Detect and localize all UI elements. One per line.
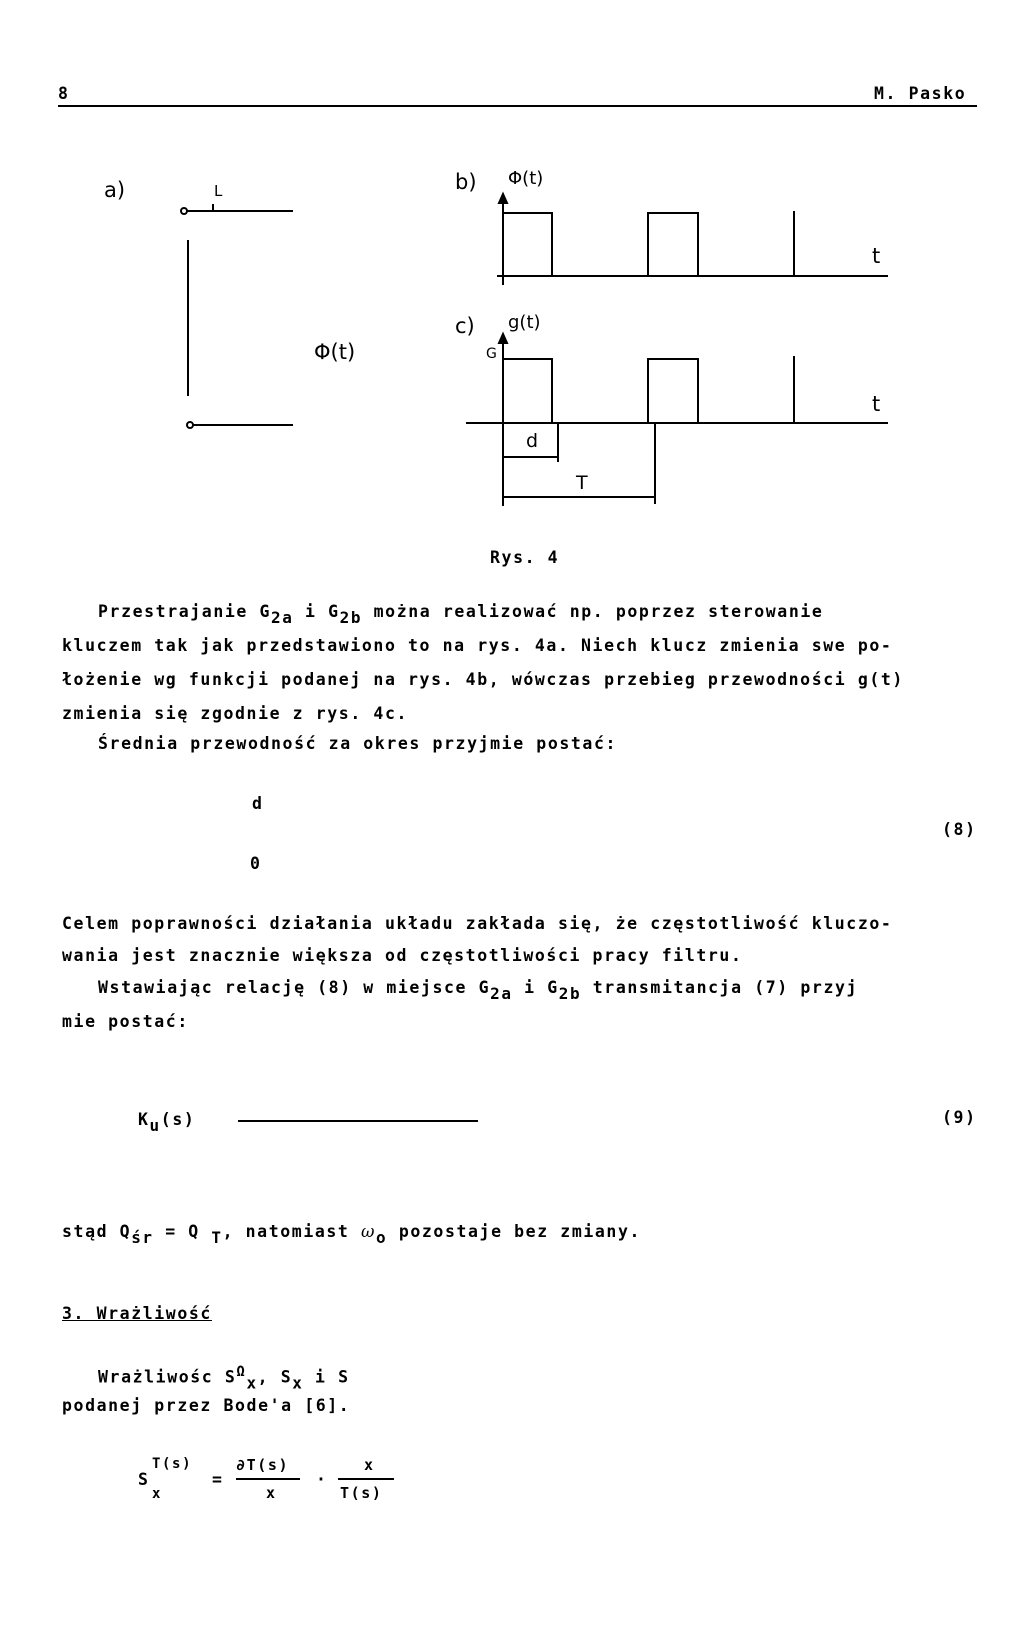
eq9-fraction-bar bbox=[238, 1120, 478, 1122]
g-axis-label: g(t) bbox=[508, 312, 541, 333]
paragraph2-line3: Wstawiając relację (8) w miejsce $G_{2a}$ i $G_{2b}$ transmitancja (7) przyj bbox=[98, 978, 859, 1003]
g-waveform bbox=[503, 356, 794, 423]
figure-caption: Rys. 4 bbox=[490, 548, 560, 567]
terminal-top-circle bbox=[181, 208, 187, 214]
phi-arrow bbox=[499, 194, 507, 203]
paragraph1-line4: zmienia się zgodnie z rys. 4c. bbox=[62, 704, 409, 723]
eq8-lower-limit: 0 bbox=[250, 854, 262, 873]
sensitivity-line1: Wrażliwośc $S^\Omega_x$, $S_x$ i S bbox=[98, 1364, 350, 1393]
eq10-S: S bbox=[138, 1470, 150, 1489]
phi-waveform bbox=[503, 211, 794, 276]
paragraph1-line1: Przestrajanie $G_{2a}$ i $G_{2b}$ można realizować np. poprzez sterowanie bbox=[98, 602, 824, 627]
sensitivity-line2: podanej przez Bode'a [6]. bbox=[62, 1396, 351, 1415]
eq9-number: (9) bbox=[942, 1108, 977, 1127]
terminal-bottom-circle bbox=[187, 422, 193, 428]
page-number: 8 bbox=[58, 84, 70, 103]
paragraph2-line4: mie postać: bbox=[62, 1012, 189, 1031]
phi-t-label: Φ(t) bbox=[314, 340, 356, 364]
figure-label-b: b) bbox=[455, 170, 477, 194]
paragraph2-line2: wania jest znacznie większa od częstotliwości pracy filtru. bbox=[62, 946, 743, 965]
eq10-numerator-2: x bbox=[364, 1456, 375, 1474]
eq9-lhs: $K_u(s)$ bbox=[138, 1110, 196, 1135]
d-label: d bbox=[526, 430, 539, 452]
eq10-fraction-bar-2 bbox=[338, 1478, 394, 1480]
figure-label-a: a) bbox=[104, 178, 126, 202]
eq10-denominator-1: x bbox=[266, 1484, 277, 1502]
eq10-S-superscript: T(s) bbox=[152, 1456, 193, 1472]
figure-label-c: c) bbox=[455, 314, 475, 338]
stad-line: stąd $Q_{śr} = Q$ $_T$, natomiast $\omega_o$ pozostaje bez zmiany. bbox=[62, 1222, 642, 1247]
paragraph2-line1: Celem poprawności działania układu zakłada się, że częstotliwość kluczo- bbox=[62, 914, 893, 933]
g-arrow bbox=[499, 334, 507, 343]
eq10-denominator-2: T(s) bbox=[340, 1484, 383, 1502]
paragraph1-line3: łożenie wg funkcji podanej na rys. 4b, wówczas przebieg przewodności g(t) bbox=[62, 670, 904, 689]
eq8-number: (8) bbox=[942, 820, 977, 839]
figure-4-drawing bbox=[0, 0, 1024, 560]
eq10-S-subscript: x bbox=[152, 1486, 163, 1502]
eq8-upper-limit: d bbox=[252, 794, 264, 813]
phi-axis-label: Φ(t) bbox=[508, 168, 544, 189]
paragraph1-line5: Średnia przewodność za okres przyjmie postać: bbox=[98, 734, 618, 753]
eq10-numerator-1: ∂T(s) bbox=[236, 1456, 290, 1474]
T-label: T bbox=[576, 472, 588, 494]
t-label-b: t bbox=[872, 244, 881, 268]
eq10-dot: · bbox=[316, 1470, 328, 1489]
G-level-label: G bbox=[486, 346, 497, 362]
t-label-c: t bbox=[872, 392, 881, 416]
paragraph1-line2: kluczem tak jak przedstawiono to na rys. 4a. Niech klucz zmienia swe po- bbox=[62, 636, 893, 655]
switch-symbol: L bbox=[214, 182, 223, 200]
eq10-equals: = bbox=[212, 1470, 224, 1489]
author-name: M. Pasko bbox=[874, 84, 967, 103]
eq10-fraction-bar-1 bbox=[236, 1478, 300, 1480]
section-title: 3. Wrażliwość bbox=[62, 1304, 212, 1323]
